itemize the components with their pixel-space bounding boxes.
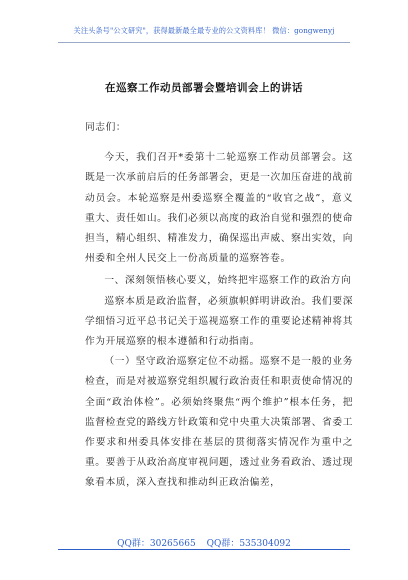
qq-group-1: QQ群：30265665 <box>117 539 196 549</box>
paragraph: 巡察本质是政治监督，必须旗帜鲜明讲政治。我们要深学细悟习近平总书记关于巡视巡察工作的重要论述精神将其作为开展巡察的根本遵循和行动指南。 <box>85 295 353 348</box>
footer-divider <box>58 549 350 550</box>
document-body <box>85 118 353 494</box>
footer-qq-groups <box>0 536 408 549</box>
document-title: 在巡察工作动员部署会暨培训会上的讲话 <box>105 82 303 94</box>
salutation: 同志们： <box>85 122 127 133</box>
paragraph: （一）坚守政治巡察定位不动摇。巡察不是一般的业务检查，而是对被巡察党组织履行政治责任和职责使命情况的全面“政治体检”。必须始终聚焦“两个维护”根本任务，把监督检查党的路线方针政策和党中央重大决策部署、省委工作要求和州委具体安排在基层的贯彻落实情况作为重中之重。要善于从政治高度审视问题，透过业务看政治、透过现象看本质，深入查找和推动纠正政治偏差， <box>85 356 353 489</box>
header-divider <box>58 42 350 43</box>
paragraph-intro: 今天，我们召开*委第十二轮巡察工作动员部署会。这既是一次承前启后的任务部署会，更是一次加压奋进的战前动员会。本轮巡察是州委巡察全覆盖的“收官之战”，意义重大、责任如山。我们必须以高度的政治自觉和强烈的使命担当，精心组织、精准发力，确保巡出声威、察出实效，向州委和全州人民交上一份高质量的巡察答卷。 <box>85 152 353 265</box>
section-heading: 一、深刻领悟核心要义，始终把牢巡察工作的政治方向 <box>104 275 352 287</box>
qq-group-2: QQ群：535304092 <box>206 539 291 549</box>
header-notice: 关注头条号"公文研究"，获得最新最全最专业的公文资料库！ 微信：gongwenyj <box>73 26 335 35</box>
